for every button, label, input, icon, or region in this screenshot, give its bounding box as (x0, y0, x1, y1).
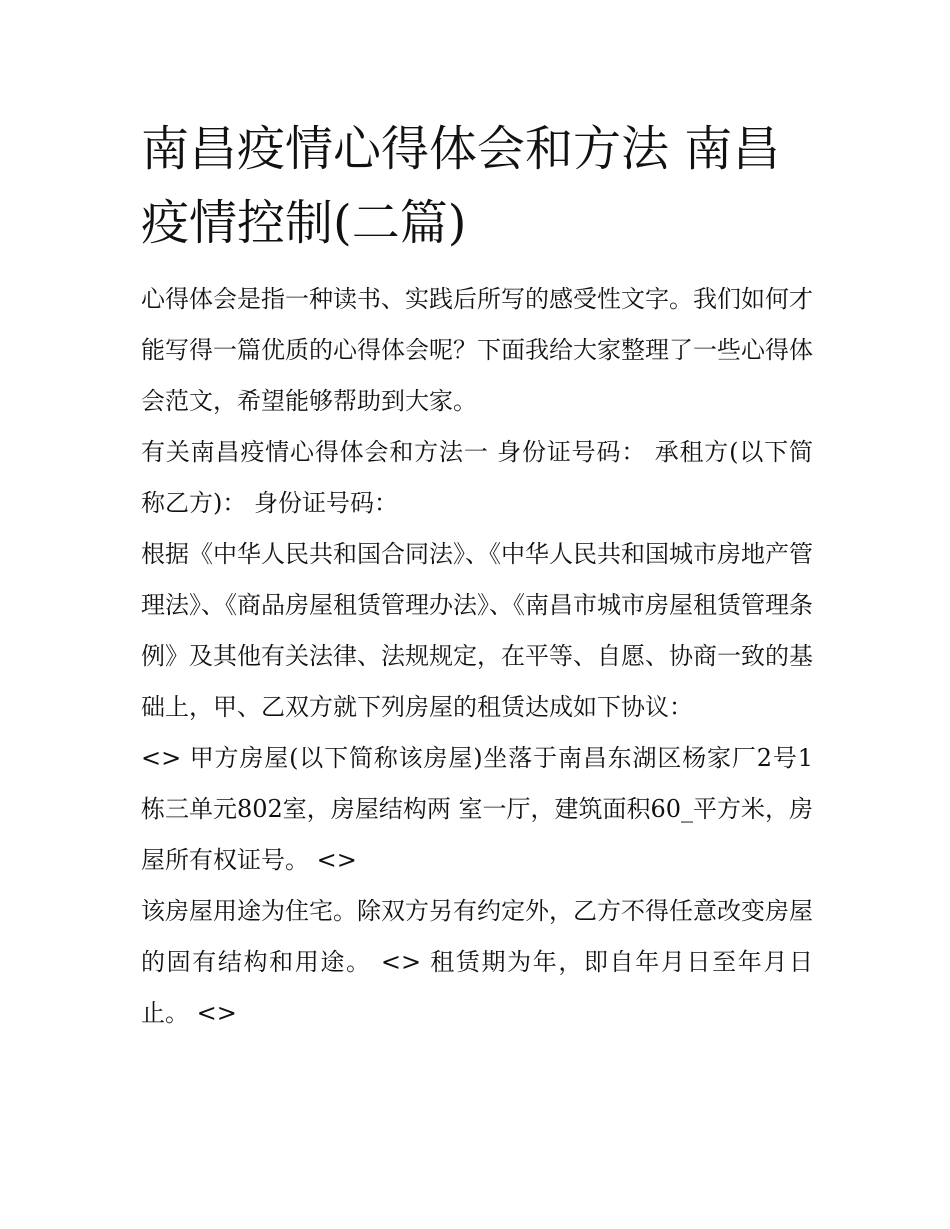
section-heading-paragraph: 有关南昌疫情心得体会和方法一 身份证号码： 承租方(以下简称乙方)： 身份证号码： (141, 438, 813, 517)
document-title: 南昌疫情心得体会和方法 南昌疫情控制(二篇) (141, 121, 781, 251)
property-use-paragraph: 该房屋用途为住宅。除双方另有约定外，乙方不得任意改变房屋的固有结构和用途。 <> 租赁期为年，即自年月日至年月日止。 <> (141, 897, 813, 1027)
intro-paragraph: 心得体会是指一种读书、实践后所写的感受性文字。我们如何才能写得一篇优质的心得体会呢？下面我给大家整理了一些心得体会范文，希望能够帮助到大家。 (141, 285, 813, 415)
legal-basis-paragraph: 根据《中华人民共和国合同法》、《中华人民共和国城市房地产管理法》、《商品房屋租赁管理办法》、《南昌市城市房屋租赁管理条例》及其他有关法律、法规规定，在平等、自愿、协商一致的基础上，甲、乙双方就下列房屋的租赁达成如下协议： (141, 540, 813, 721)
property-location-paragraph: <> 甲方房屋(以下简称该房屋)坐落于南昌东湖区杨家厂2号1栋三单元802室，房屋结构两 室一厅，建筑面积60_平方米，房屋所有权证号。 <> (141, 744, 813, 874)
document-body (141, 112, 813, 1039)
